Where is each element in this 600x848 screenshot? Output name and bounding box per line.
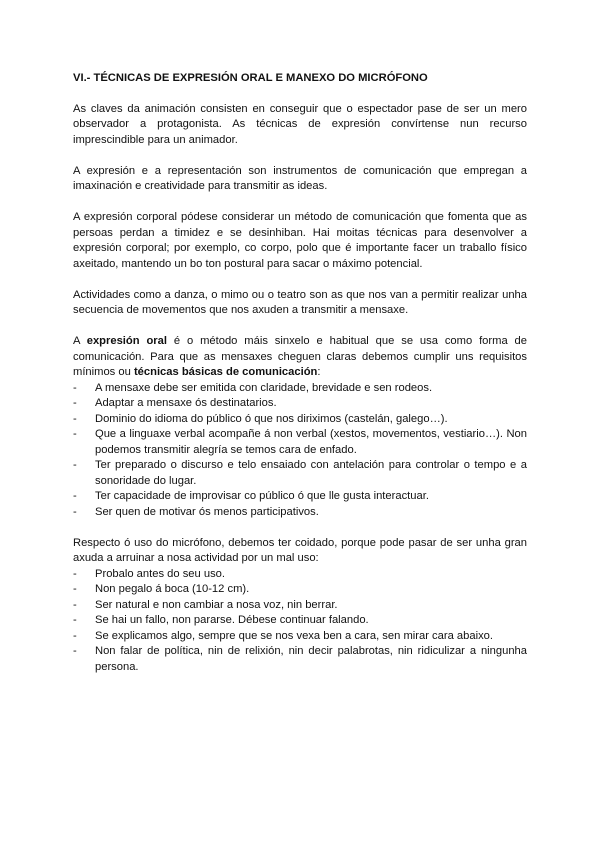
dash-bullet: - <box>73 428 77 440</box>
dash-bullet: - <box>73 567 77 580</box>
dash-bullet: - <box>73 505 77 518</box>
paragraph-microphone: Respecto ó uso do micrófono, debemos ter coidado, porque pode pasar de ser unha gran axuda a arruinar a nosa actividad por un mal uso: <box>73 536 527 564</box>
text-segment: : <box>317 366 321 378</box>
list-item-text: Que a linguaxe verbal acompañe á non verbal (xestos, movementos, vestiario…). Non podemos transmitir alegría se temos cara de enfado. <box>95 428 527 456</box>
document-page <box>73 71 527 691</box>
text-segment: A <box>73 335 87 347</box>
paragraph-expression: A expresión e a representación son instrumentos de comunicación que empregan a imaxinación e creatividade para transmitir as ideas. <box>73 164 527 192</box>
list-item-text: Ser natural e non cambiar a nosa voz, nin berrar. <box>95 598 338 611</box>
list-item <box>73 582 527 598</box>
dash-bullet: - <box>73 583 77 595</box>
list-item-text: Non pegalo á boca (10-12 cm). <box>95 583 250 595</box>
list-item-text: Ter capacidade de improvisar co público ó que lle gusta interactuar. <box>95 490 429 502</box>
list-item-text: Ser quen de motivar ós menos participativos. <box>95 505 319 518</box>
dash-bullet: - <box>73 381 77 394</box>
dash-bullet: - <box>73 598 77 611</box>
text-segment: é o método máis sinxelo e habitual que se usa como forma de comunicación. Para que as mensaxes cheguen claras debemos cumplir uns requisitos mínimos ou <box>73 335 528 378</box>
list-item <box>73 505 527 521</box>
list-item-text: Adaptar a mensaxe ós destinatarios. <box>95 397 277 409</box>
list-item-text: Ter preparado o discurso e telo ensaiado con antelación para controlar o tempo e a sonoridade do lugar. <box>95 459 527 487</box>
list-item-text: Dominio do idioma do público ó que nos diriximos (castelán, galego…). <box>95 412 448 425</box>
section-title: VI.- TÉCNICAS DE EXPRESIÓN ORAL E MANEXO DO MICRÓFONO <box>73 72 428 84</box>
paragraph-intro: As claves da animación consisten en conseguir que o espectador pase de ser un mero observador a protagonista. As técnicas de expresión convírtense nun recurso imprescindible para un animador. <box>73 102 527 146</box>
list-item-text: Se hai un fallo, non pararse. Débese continuar falando. <box>95 614 369 626</box>
bold-term-techniques: técnicas básicas de comunicación <box>133 366 318 378</box>
list-item <box>73 567 527 583</box>
list-item <box>73 412 527 428</box>
microphone-tips-list <box>73 567 527 676</box>
communication-techniques-list <box>73 381 527 521</box>
list-item <box>73 629 527 645</box>
list-item-text: Probalo antes do seu uso. <box>95 567 225 580</box>
dash-bullet: - <box>73 459 77 471</box>
list-item <box>73 598 527 614</box>
paragraph-activities: Actividades como a danza, o mimo ou o teatro son as que nos van a permitir realizar unha secuencia de movementos que nos axuden a transmitir a mensaxe. <box>73 288 527 316</box>
bold-term-oral-expression: expresión oral <box>86 335 167 347</box>
dash-bullet: - <box>73 397 77 409</box>
dash-bullet: - <box>73 629 77 642</box>
paragraph-oral-expression <box>73 334 527 381</box>
list-item-text: Se explicamos algo, sempre que se nos vexa ben a cara, sen mirar cara abaixo. <box>95 629 493 642</box>
list-item <box>73 381 527 397</box>
list-item <box>73 644 527 675</box>
paragraph-body-expression: A expresión corporal pódese considerar un método de comunicación que fomenta que as persoas perdan a timidez e se desinhiban. Hai moitas técnicas para desenvolver a expresión corporal; por exemplo, co corpo, polo que é importante facer un traballo físico axeitado, mantendo un bo ton postural para sacar o máximo potencial. <box>73 211 527 270</box>
list-item <box>73 613 527 629</box>
list-item <box>73 396 527 412</box>
list-item-text: A mensaxe debe ser emitida con claridade, brevidade e sen rodeos. <box>95 381 433 394</box>
list-item <box>73 458 527 489</box>
list-item <box>73 427 527 458</box>
list-item <box>73 489 527 505</box>
dash-bullet: - <box>73 412 77 425</box>
list-item-text: Non falar de política, nin de relixión, nin decir palabrotas, nin ridiculizar a ningunha persona. <box>95 645 527 673</box>
dash-bullet: - <box>73 645 77 657</box>
dash-bullet: - <box>73 490 77 502</box>
dash-bullet: - <box>73 614 77 626</box>
